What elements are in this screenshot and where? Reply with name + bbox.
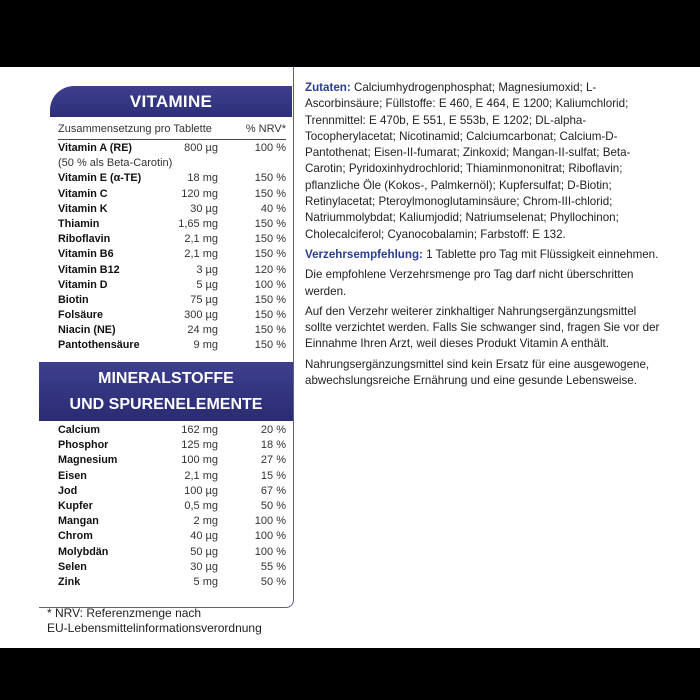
footnote-line1: * NRV: Referenzmenge nach <box>47 606 202 620</box>
row-quantity: 120 mg <box>181 187 218 200</box>
row-name: Phosphor <box>58 439 109 452</box>
vitamine-header <box>50 86 292 117</box>
row-nrv: 150 % <box>254 172 286 185</box>
row-nrv: 100 % <box>254 142 286 154</box>
minerals-title-line2: UND SPURENELEMENTE <box>69 396 263 413</box>
table-row <box>58 338 286 353</box>
dosage-label: Verzehrsempfehlung: <box>305 247 423 261</box>
table-row <box>58 499 286 514</box>
footnote <box>47 606 262 636</box>
table-row <box>58 187 286 202</box>
minerals-rows <box>58 423 286 590</box>
row-quantity: 18 mg <box>187 172 218 185</box>
row-nrv: 100 % <box>254 278 286 291</box>
row-name: Eisen <box>58 469 87 482</box>
row-name: Vitamin B12 <box>58 263 120 276</box>
row-quantity: 800 µg <box>184 142 218 154</box>
table-row <box>58 575 286 590</box>
row-name: Chrom <box>58 530 93 543</box>
table-row <box>58 323 286 338</box>
table-row <box>58 202 286 217</box>
header-divider <box>58 139 286 140</box>
row-quantity: 125 mg <box>181 439 218 452</box>
ingredients-column <box>305 80 665 393</box>
row-name: Kupfer <box>58 499 93 512</box>
row-quantity: 9 mg <box>193 339 218 352</box>
table-row <box>58 560 286 575</box>
row-quantity: 2,1 mg <box>184 233 218 246</box>
row-nrv: 15 % <box>260 469 286 482</box>
row-name: Folsäure <box>58 309 104 322</box>
row-name: Vitamin D <box>58 278 108 291</box>
table-row <box>58 438 286 453</box>
row-name: Vitamin C <box>58 187 108 200</box>
table-row <box>58 423 286 438</box>
row-name: Riboflavin <box>58 233 111 246</box>
row-quantity: 24 mg <box>187 324 218 337</box>
row-name: Zink <box>58 575 81 588</box>
table-row <box>58 308 286 323</box>
dosage-text: 1 Tablette pro Tag mit Flüssigkeit einnehmen. <box>422 247 659 261</box>
table-row <box>58 263 286 278</box>
row-name: Pantothensäure <box>58 339 140 352</box>
row-nrv: 150 % <box>254 293 286 306</box>
row-nrv: 100 % <box>254 530 286 543</box>
row-quantity: 0,5 mg <box>184 499 218 512</box>
row-nrv: 150 % <box>254 339 286 352</box>
table-row <box>58 278 286 293</box>
dosage-paragraph <box>305 247 665 263</box>
row-nrv: 100 % <box>254 515 286 528</box>
row-name: Vitamin E (α-TE) <box>58 172 142 185</box>
row-quantity: 5 µg <box>196 278 218 291</box>
table-row <box>58 514 286 529</box>
row-note: (50 % als Beta-Carotin) <box>58 157 173 170</box>
table-row <box>58 232 286 247</box>
row-quantity: 2 mg <box>193 515 218 528</box>
row-nrv: 50 % <box>260 499 286 512</box>
row-quantity: 30 µg <box>190 560 218 573</box>
row-name: Jod <box>58 484 78 497</box>
col-composition: Zusammensetzung pro Tablette <box>58 123 212 135</box>
row-quantity: 162 mg <box>181 424 218 436</box>
row-quantity: 2,1 mg <box>184 469 218 482</box>
row-name: Magnesium <box>58 454 118 467</box>
table-row <box>58 156 286 171</box>
row-name: Niacin (NE) <box>58 324 116 337</box>
vitamine-title: VITAMINE <box>129 91 213 111</box>
col-nrv: % NRV* <box>245 123 286 135</box>
row-nrv: 150 % <box>254 248 286 261</box>
row-quantity: 3 µg <box>196 263 218 276</box>
row-nrv: 27 % <box>260 454 286 467</box>
row-name: Vitamin A (RE) <box>58 142 132 154</box>
row-nrv: 150 % <box>254 309 286 322</box>
minerals-header <box>39 362 293 421</box>
warning-1: Die empfohlene Verzehrsmenge pro Tag darf nicht überschritten werden. <box>305 268 634 298</box>
column-header <box>58 123 286 135</box>
row-nrv: 67 % <box>260 484 286 497</box>
row-nrv: 150 % <box>254 187 286 200</box>
row-nrv: 150 % <box>254 324 286 337</box>
row-quantity: 30 µg <box>190 202 218 215</box>
row-nrv: 20 % <box>260 424 286 436</box>
table-row <box>58 247 286 262</box>
row-nrv: 100 % <box>254 545 286 558</box>
table-row <box>58 484 286 499</box>
row-name: Molybdän <box>58 545 109 558</box>
row-quantity: 2,1 mg <box>184 248 218 261</box>
footnote-line2: EU-Lebensmittelinformationsverordnung <box>47 621 262 635</box>
table-row <box>58 545 286 560</box>
row-name: Thiamin <box>58 217 100 230</box>
row-nrv: 150 % <box>254 233 286 246</box>
ingredients-paragraph <box>305 80 665 243</box>
table-row <box>58 293 286 308</box>
row-quantity: 100 mg <box>181 454 218 467</box>
row-name: Selen <box>58 560 87 573</box>
row-nrv: 50 % <box>260 575 286 588</box>
row-quantity: 40 µg <box>190 530 218 543</box>
table-row <box>58 171 286 186</box>
ingredients-text: Calciumhydrogenphosphat; Magnesiumoxid; L-Ascorbinsäure; Füllstoffe: E 460, E 464, E 1200; Kaliumchlorid; Trennmittel: E 470b, E 551, E 553b, E 1202; DL-alpha-Tocopherylacetat; Nicotinamid; Calciumcarbonat; Calcium-D-Pantothenat; Eisen-II-fumarat; Zinkoxid; Mangan-II-sulfat; Beta-Carotin; Pyridoxinhydrochlorid; Thiaminmononitrat; Riboflavin; pflanzliche Öle (Kokos-, Palmkernöl); Kupfersulfat; D-Biotin; Retinylacetat; Pteroylmonoglutaminsäure; Chrom-III-chlorid; Natriummolybdat; Kaliumjodid; Natriumselenat; Phyllochinon; Cholecalciferol; Cyanocobalamin; Farbstoff: E 132. <box>305 81 631 241</box>
label-panel <box>0 67 700 648</box>
ingredients-label: Zutaten: <box>305 81 351 94</box>
row-quantity: 1,65 mg <box>178 217 218 230</box>
row-nrv: 18 % <box>260 439 286 452</box>
row-name: Mangan <box>58 515 99 528</box>
row-quantity: 100 µg <box>184 484 218 497</box>
table-row <box>58 469 286 484</box>
table-row <box>58 453 286 468</box>
row-nrv: 55 % <box>260 560 286 573</box>
row-nrv: 120 % <box>254 263 286 276</box>
row-nrv: 150 % <box>254 217 286 230</box>
warning-3: Nahrungsergänzungsmittel sind kein Ersatz für eine ausgewogene, abwechslungsreiche Ernährung und eine gesunde Lebensweise. <box>305 357 650 388</box>
row-quantity: 300 µg <box>184 309 218 322</box>
row-name: Biotin <box>58 293 89 306</box>
row-name: Vitamin B6 <box>58 248 114 261</box>
vitamine-rows <box>58 141 286 354</box>
row-quantity: 75 µg <box>190 293 218 306</box>
table-row <box>58 141 286 156</box>
row-name: Vitamin K <box>58 202 108 215</box>
row-quantity: 50 µg <box>190 545 218 558</box>
row-name: Calcium <box>58 424 101 436</box>
table-row <box>58 217 286 232</box>
minerals-title-line1: MINERALSTOFFE <box>98 370 234 387</box>
table-row <box>58 529 286 544</box>
row-nrv: 40 % <box>260 202 286 215</box>
row-quantity: 5 mg <box>193 575 218 588</box>
warning-2: Auf den Verzehr weiterer zinkhaltiger Nahrungsergänzungsmittel sollte verzichtet werden. Falls Sie schwanger sind, fragen Sie vor der Einnahme Ihren Arzt, weil dieses Produkt Vitamin A enthält. <box>305 304 660 351</box>
